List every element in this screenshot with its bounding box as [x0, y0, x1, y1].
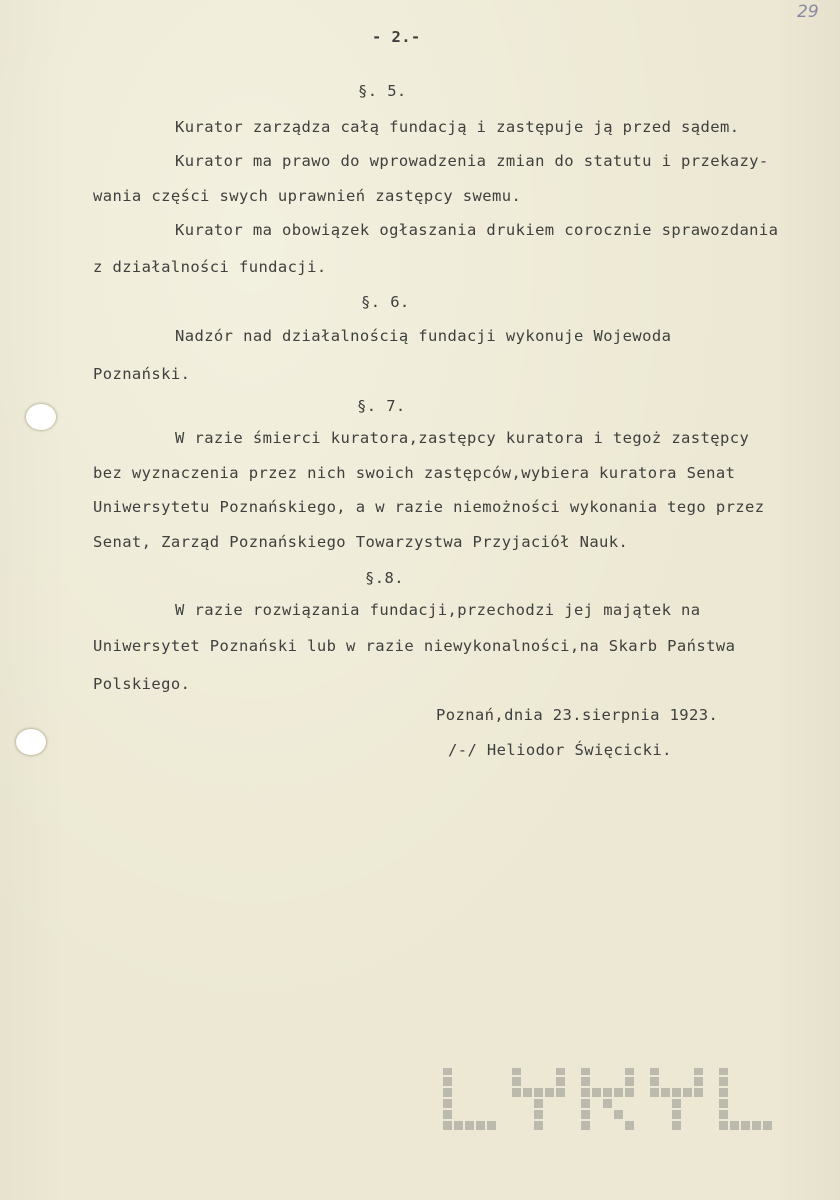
watermark-block	[625, 1088, 634, 1097]
text-line: Uniwersytet Poznański lub w razie niewykonalności,na Skarb Państwa	[93, 637, 736, 655]
watermark-block	[752, 1121, 761, 1130]
watermark-block	[534, 1088, 543, 1097]
pencil-folio-number: 29	[797, 2, 819, 22]
watermark-block	[650, 1088, 659, 1097]
watermark-block	[487, 1121, 496, 1130]
watermark-block	[465, 1121, 474, 1130]
watermark-block	[614, 1088, 623, 1097]
watermark-block	[719, 1110, 728, 1119]
text-line: Senat, Zarząd Poznańskiego Towarzystwa Przyjaciół Nauk.	[93, 533, 629, 551]
watermark-block	[625, 1068, 634, 1075]
watermark-block	[625, 1121, 634, 1130]
section-7-heading: §. 7.	[357, 397, 406, 415]
text-line: Kurator zarządza całą fundacją i zastępuje ją przed sądem.	[175, 118, 740, 136]
text-line: W razie śmierci kuratora,zastępcy kuratora i tegoż zastępcy	[175, 429, 750, 447]
watermark-block	[556, 1068, 565, 1075]
text-line: Polskiego.	[93, 675, 191, 693]
watermark-block	[534, 1121, 543, 1130]
watermark-block	[672, 1110, 681, 1119]
text-line: Nadzór nad działalnością fundacji wykonuje Wojewoda	[175, 327, 672, 345]
watermark-block	[556, 1077, 565, 1086]
section-6-heading: §. 6.	[361, 293, 410, 311]
watermark-block	[694, 1077, 703, 1086]
watermark-block	[534, 1110, 543, 1119]
watermark-block	[661, 1088, 670, 1097]
cyryl-watermark-logo	[443, 1068, 773, 1132]
watermark-block	[625, 1077, 634, 1086]
punch-hole	[16, 729, 46, 755]
text-line: Kurator ma obowiązek ogłaszania drukiem corocznie sprawozdania	[175, 221, 779, 239]
text-line: bez wyznaczenia przez nich swoich zastępców,wybiera kuratora Senat	[93, 464, 736, 482]
watermark-block	[443, 1077, 452, 1086]
page-number: - 2.-	[372, 28, 421, 46]
watermark-block	[581, 1121, 590, 1130]
watermark-block	[512, 1088, 521, 1097]
punch-hole	[26, 404, 56, 430]
watermark-block	[719, 1099, 728, 1108]
watermark-block	[650, 1068, 659, 1075]
watermark-block	[443, 1099, 452, 1108]
watermark-block	[581, 1099, 590, 1108]
text-line: W razie rozwiązania fundacji,przechodzi jej majątek na	[175, 601, 701, 619]
watermark-block	[523, 1088, 532, 1097]
watermark-block	[443, 1088, 452, 1097]
watermark-block	[592, 1088, 601, 1097]
watermark-block	[719, 1068, 728, 1075]
watermark-block	[719, 1077, 728, 1086]
watermark-block	[650, 1077, 659, 1086]
watermark-block	[454, 1121, 463, 1130]
watermark-block	[545, 1088, 554, 1097]
watermark-block	[741, 1121, 750, 1130]
watermark-block	[534, 1099, 543, 1108]
watermark-block	[443, 1110, 452, 1119]
watermark-block	[581, 1068, 590, 1075]
watermark-block	[719, 1088, 728, 1097]
text-line: z działalności fundacji.	[93, 258, 327, 276]
watermark-block	[581, 1088, 590, 1097]
text-line: Uniwersytetu Poznańskiego, a w razie niemożności wykonania tego przez	[93, 498, 765, 516]
watermark-block	[443, 1068, 452, 1075]
text-line: wania części swych uprawnień zastępcy swemu.	[93, 187, 522, 205]
watermark-block	[556, 1088, 565, 1097]
watermark-block	[512, 1077, 521, 1086]
watermark-block	[672, 1121, 681, 1130]
watermark-block	[763, 1121, 772, 1130]
watermark-block	[476, 1121, 485, 1130]
date-line: Poznań,dnia 23.sierpnia 1923.	[436, 706, 719, 724]
watermark-block	[694, 1068, 703, 1075]
watermark-block	[614, 1110, 623, 1119]
watermark-block	[443, 1121, 452, 1130]
section-5-heading: §. 5.	[358, 82, 407, 100]
text-line: Poznański.	[93, 365, 191, 383]
watermark-block	[730, 1121, 739, 1130]
section-8-heading: §.8.	[365, 569, 404, 587]
watermark-block	[719, 1121, 728, 1130]
watermark-block	[672, 1099, 681, 1108]
watermark-block	[672, 1088, 681, 1097]
watermark-block	[581, 1077, 590, 1086]
watermark-block	[683, 1088, 692, 1097]
text-line: Kurator ma prawo do wprowadzenia zmian do statutu i przekazy-	[175, 152, 769, 170]
watermark-block	[603, 1099, 612, 1108]
watermark-block	[603, 1088, 612, 1097]
signature-line: /-/ Heliodor Święcicki.	[448, 741, 672, 759]
watermark-block	[512, 1068, 521, 1075]
watermark-block	[581, 1110, 590, 1119]
watermark-block	[694, 1088, 703, 1097]
